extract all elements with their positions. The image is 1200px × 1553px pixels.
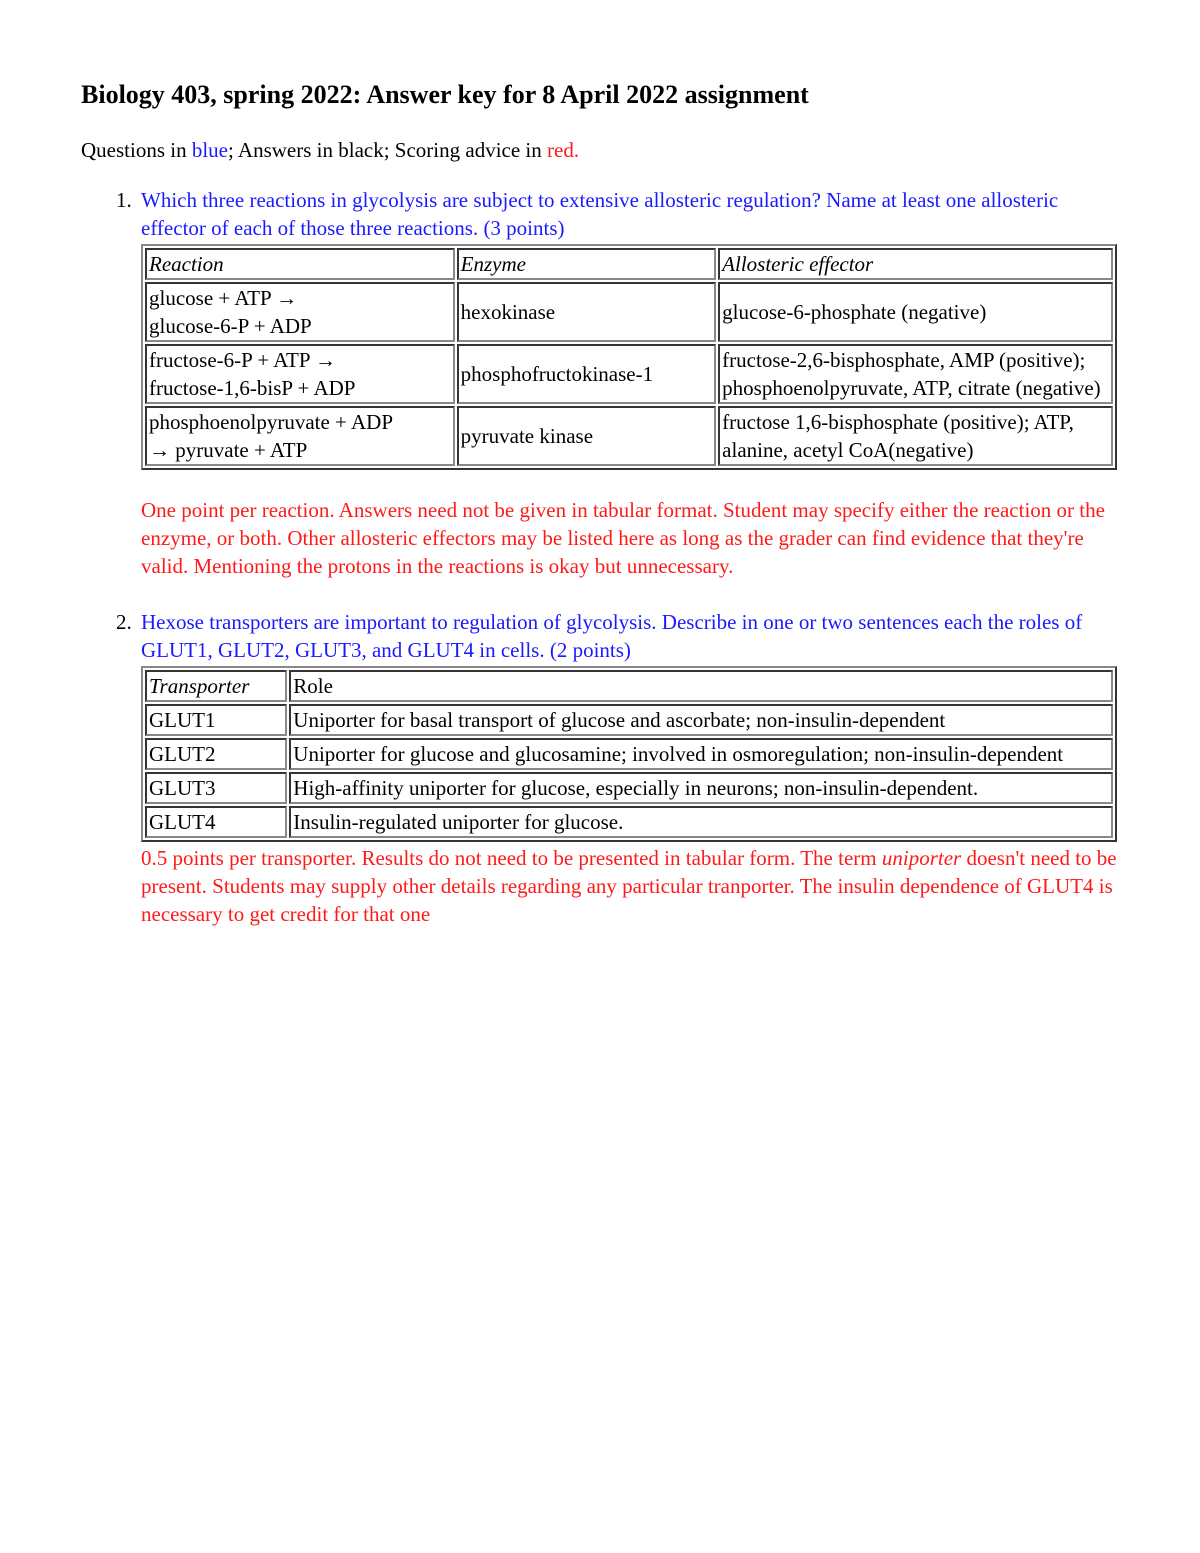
enzyme-cell: phosphofructokinase-1 [457, 344, 717, 404]
reaction-line: → pyruvate + ATP [149, 438, 308, 462]
table-header-row [145, 248, 1113, 280]
reaction-line: fructose-1,6-bisP + ADP [149, 376, 356, 400]
transporter-cell: GLUT2 [145, 738, 287, 770]
effector-cell: fructose-2,6-bisphosphate, AMP (positive); phosphoenolpyruvate, ATP, citrate (negative) [718, 344, 1113, 404]
question-number: 2. [116, 610, 132, 634]
table-row [145, 406, 1113, 466]
advice-emphasis: uniporter [881, 846, 962, 870]
scoring-advice [141, 844, 1121, 928]
effector-cell: glucose-6-phosphate (negative) [718, 282, 1113, 342]
table-row [145, 772, 1113, 804]
question-1 [81, 186, 1121, 580]
table-header-row [145, 670, 1113, 702]
table-row [145, 282, 1113, 342]
transporter-cell: GLUT1 [145, 704, 287, 736]
table-row [145, 806, 1113, 838]
question-text: Hexose transporters are important to regulation of glycolysis. Describe in one or two sentences each the roles of GLUT1, GLUT2, GLUT3, and GLUT4 in cells. (2 points) [141, 610, 1083, 662]
question-number: 1. [116, 188, 132, 212]
role-cell: Uniporter for glucose and glucosamine; involved in osmoregulation; non-insulin-dependent [289, 738, 1113, 770]
table-row [145, 344, 1113, 404]
header-reaction: Reaction [145, 248, 455, 280]
scoring-advice: One point per reaction. Answers need not be given in tabular format. Student may specify either the reaction or the enzyme, or both. Other allosteric effectors may be listed here as long as the grader can find evidence that they're valid. Mentioning the protons in the reactions is okay but unnecessary. [141, 498, 1105, 578]
transporter-cell: GLUT3 [145, 772, 287, 804]
effector-cell: fructose 1,6-bisphosphate (positive); ATP, alanine, acetyl CoA(negative) [718, 406, 1113, 466]
question-2 [81, 608, 1121, 928]
allosteric-regulation-table [141, 244, 1117, 470]
legend-blue-word: blue [191, 138, 228, 162]
legend-answers-text: ; Answers in black; Scoring advice in [228, 138, 548, 162]
legend-red-word: red [547, 138, 574, 162]
reaction-line: glucose-6-P + ADP [149, 314, 312, 338]
reaction-line: fructose-6-P + ATP → [149, 348, 337, 372]
transporter-cell: GLUT4 [145, 806, 287, 838]
reaction-line: phosphoenolpyruvate + ADP [149, 410, 393, 434]
reaction-cell [145, 344, 455, 404]
enzyme-cell: pyruvate kinase [457, 406, 717, 466]
page-title: Biology 403, spring 2022: Answer key for 8 April 2022 assignment [81, 80, 809, 109]
role-cell: High-affinity uniporter for glucose, especially in neurons; non-insulin-dependent. [289, 772, 1113, 804]
advice-text: 0.5 points per transporter. Results do not need to be presented in tabular form. The term [141, 846, 882, 870]
legend-questions-prefix: Questions in [81, 138, 192, 162]
reaction-cell [145, 406, 455, 466]
header-transporter: Transporter [145, 670, 287, 702]
advice-text: doesn't need to be present. Students may supply other details regarding any particular tranporter. The insulin dependence of GLUT4 is necessary to get credit for that one [141, 846, 1117, 926]
hexose-transporter-table [141, 666, 1117, 842]
header-role: Role [289, 670, 1113, 702]
question-text: Which three reactions in glycolysis are subject to extensive allosteric regulation? Name at least one allosteric effector of each of those three reactions. (3 points) [141, 188, 1059, 240]
table-row [145, 704, 1113, 736]
role-cell: Uniporter for basal transport of glucose and ascorbate; non-insulin-dependent [289, 704, 1113, 736]
table-row [145, 738, 1113, 770]
reaction-line: glucose + ATP → [149, 286, 298, 310]
header-enzyme: Enzyme [457, 248, 717, 280]
header-allosteric-effector: Allosteric effector [718, 248, 1113, 280]
role-cell: Insulin-regulated uniporter for glucose. [289, 806, 1113, 838]
reaction-cell [145, 282, 455, 342]
enzyme-cell: hexokinase [457, 282, 717, 342]
color-legend [81, 136, 1121, 164]
document-page [81, 78, 1121, 928]
legend-period: . [573, 138, 580, 162]
